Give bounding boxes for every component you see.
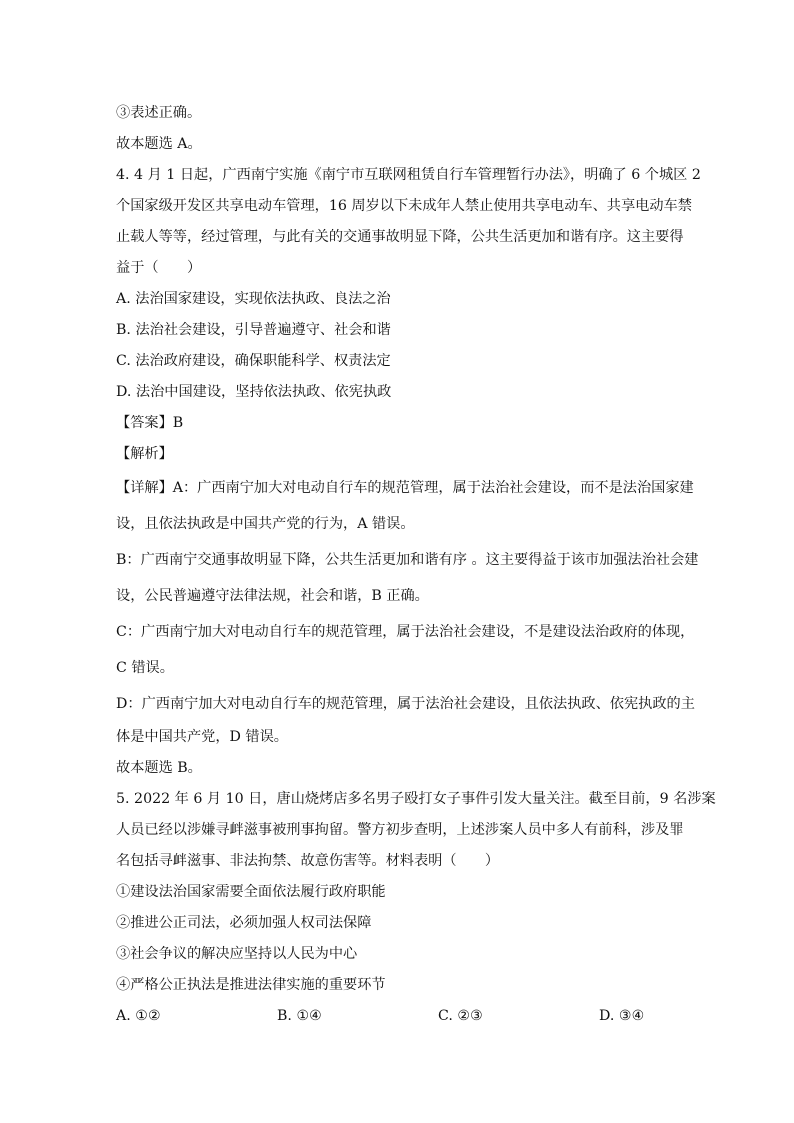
- question-4: [116, 160, 701, 784]
- q5-statement-1: ①建设法治国家需要全面依法履行政府职能: [116, 884, 386, 900]
- q5-stem-line-3: 名包括寻衅滋事、非法拘禁、故意伤害等。材料表明（ ）: [116, 853, 500, 869]
- q4-analysis-tag: 【解析】: [116, 446, 173, 462]
- q4-option-b: B. 法治社会建设，引导普遍遵守、社会和谐: [116, 322, 391, 338]
- document-page: [116, 98, 716, 1032]
- prev-conclusion: 故本题选 A。: [116, 136, 202, 152]
- q4-stem-line-3: 止载人等等，经过管理，与此有关的交通事故明显下降，公共生活更加和谐有序。这主要得: [116, 229, 684, 245]
- q4-option-c: C. 法治政府建设，确保职能科学、权责法定: [116, 353, 391, 369]
- q4-option-d: D. 法治中国建设，坚持依法执政、依宪执政: [116, 384, 392, 400]
- q5-option-b: B. ①④: [277, 1008, 322, 1024]
- q4-detail-line-4: 设，公民普遍遵守法律法规，社会和谐，B 正确。: [116, 588, 429, 604]
- q4-detail-line-6: C 错误。: [116, 660, 174, 676]
- q5-statement-3: ③社会争议的解决应坚持以人民为中心: [116, 946, 358, 962]
- q4-detail-line-1: 【详解】A：广西南宁加大对电动自行车的规范管理，属于法治社会建设，而不是法治国家建: [116, 480, 694, 496]
- q5-option-d: D. ③④: [599, 1008, 645, 1024]
- q4-stem-line-4: 益于（ ）: [116, 260, 202, 276]
- q5-option-c: C. ②③: [438, 1008, 483, 1024]
- question-5: [116, 784, 716, 1032]
- q4-stem-line-2: 个国家级开发区共享电动车管理，16 周岁以下未成年人禁止使用共享电动车、共享电动车禁: [116, 198, 692, 214]
- q4-detail-line-8: 体是中国共产党，D 错误。: [116, 729, 288, 745]
- q5-options-row: [116, 1001, 680, 1032]
- q4-option-a: A. 法治国家建设，实现依法执政、良法之治: [116, 291, 391, 307]
- q5-stem-line-2: 人员已经以涉嫌寻衅滋事被刑事拘留。警方初步查明，上述涉案人员中多人有前科，涉及罪: [116, 822, 684, 838]
- prev-statement-line: ③表述正确。: [116, 105, 202, 121]
- q4-detail-line-7: D：广西南宁加大对电动自行车的规范管理，属于法治社会建设，且依法执政、依宪执政的主: [116, 696, 695, 712]
- q5-stem-line-1: 5. 2022 年 6 月 10 日，唐山烧烤店多名男子殴打女子事件引发大量关注。截至目前，9 名涉案: [116, 791, 716, 807]
- q5-option-a: A. ①②: [116, 1008, 161, 1024]
- q4-detail-line-3: B：广西南宁交通事故明显下降，公共生活更加和谐有序 。这主要得益于该市加强法治社会建: [116, 552, 699, 568]
- q5-statement-4: ④严格公正执法是推进法律实施的重要环节: [116, 977, 386, 993]
- q4-conclusion: 故本题选 B。: [116, 760, 202, 776]
- q4-answer: 【答案】B: [116, 415, 184, 431]
- q4-stem-line-1: 4. 4 月 1 日起，广西南宁实施《南宁市互联网租赁自行车管理暂行办法》，明确了 6 个城区 2: [116, 167, 701, 183]
- q4-detail-line-5: C：广西南宁加大对电动自行车的规范管理，属于法治社会建设，不是建设法治政府的体现，: [116, 624, 695, 640]
- q4-detail-line-2: 设，且依法执政是中国共产党的行为，A 错误。: [116, 516, 415, 532]
- q5-statement-2: ②推进公正司法，必须加强人权司法保障: [116, 915, 372, 931]
